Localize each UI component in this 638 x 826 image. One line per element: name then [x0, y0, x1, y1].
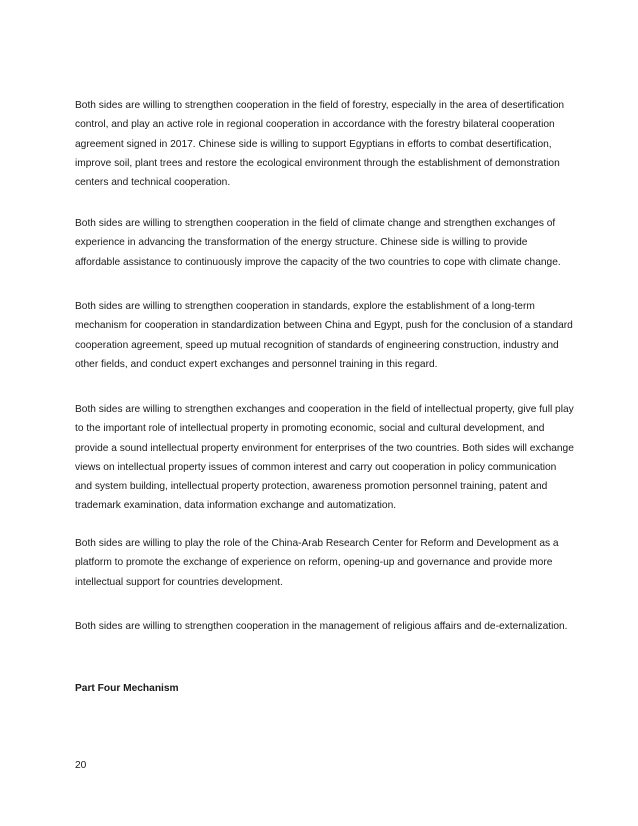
paragraph-forestry: Both sides are willing to strengthen cooperation in the field of forestry, especially in the area of desertification control, and play an active role in regional cooperation in accordance with the forestry bilateral cooperation agreement signed in 2017. Chinese side is willing to support Egyptians in efforts to combat desertification, improve soil, plant trees and restore the ecological environment through the establishment of demonstration centers and technical cooperation.	[75, 100, 565, 189]
paragraph-research-center: Both sides are willing to play the role of the China-Arab Research Center for Reform and Development as a platform to promote the exchange of experience on reform, opening-up and governance and provide more intellectual support for countries development.	[75, 538, 559, 588]
page-number: 20	[75, 760, 87, 771]
paragraph-standards: Both sides are willing to strengthen cooperation in standards, explore the establishment of a long-term mechanism for cooperation in standardization between China and Egypt, push for the conclusion of a standard cooperation agreement, speed up mutual recognition of standards of engineering construction, industry and other fields, and conduct expert exchanges and personnel training in this regard.	[75, 301, 573, 370]
paragraph-religious-affairs: Both sides are willing to strengthen cooperation in the management of religious affairs and de-externalization.	[75, 621, 568, 632]
paragraph-climate-change: Both sides are willing to strengthen cooperation in the field of climate change and strengthen exchanges of experience in advancing the transformation of the energy structure. Chinese side is willing to provide affordable assistance to continuously improve the capacity of the two countries to cope with climate change.	[75, 218, 561, 268]
section-heading: Part Four Mechanism	[75, 683, 179, 694]
paragraph-intellectual-property: Both sides are willing to strengthen exchanges and cooperation in the field of intellectual property, give full play to the important role of intellectual property in promoting economic, social and cultural development, and provide a sound intellectual property environment for enterprises of the two countries. Both sides will exchange views on intellectual property issues of common interest and carry out cooperation in policy communication and system building, intellectual property protection, awareness promotion personnel training, patent and trademark examination, data information exchange and automatization.	[75, 404, 574, 512]
